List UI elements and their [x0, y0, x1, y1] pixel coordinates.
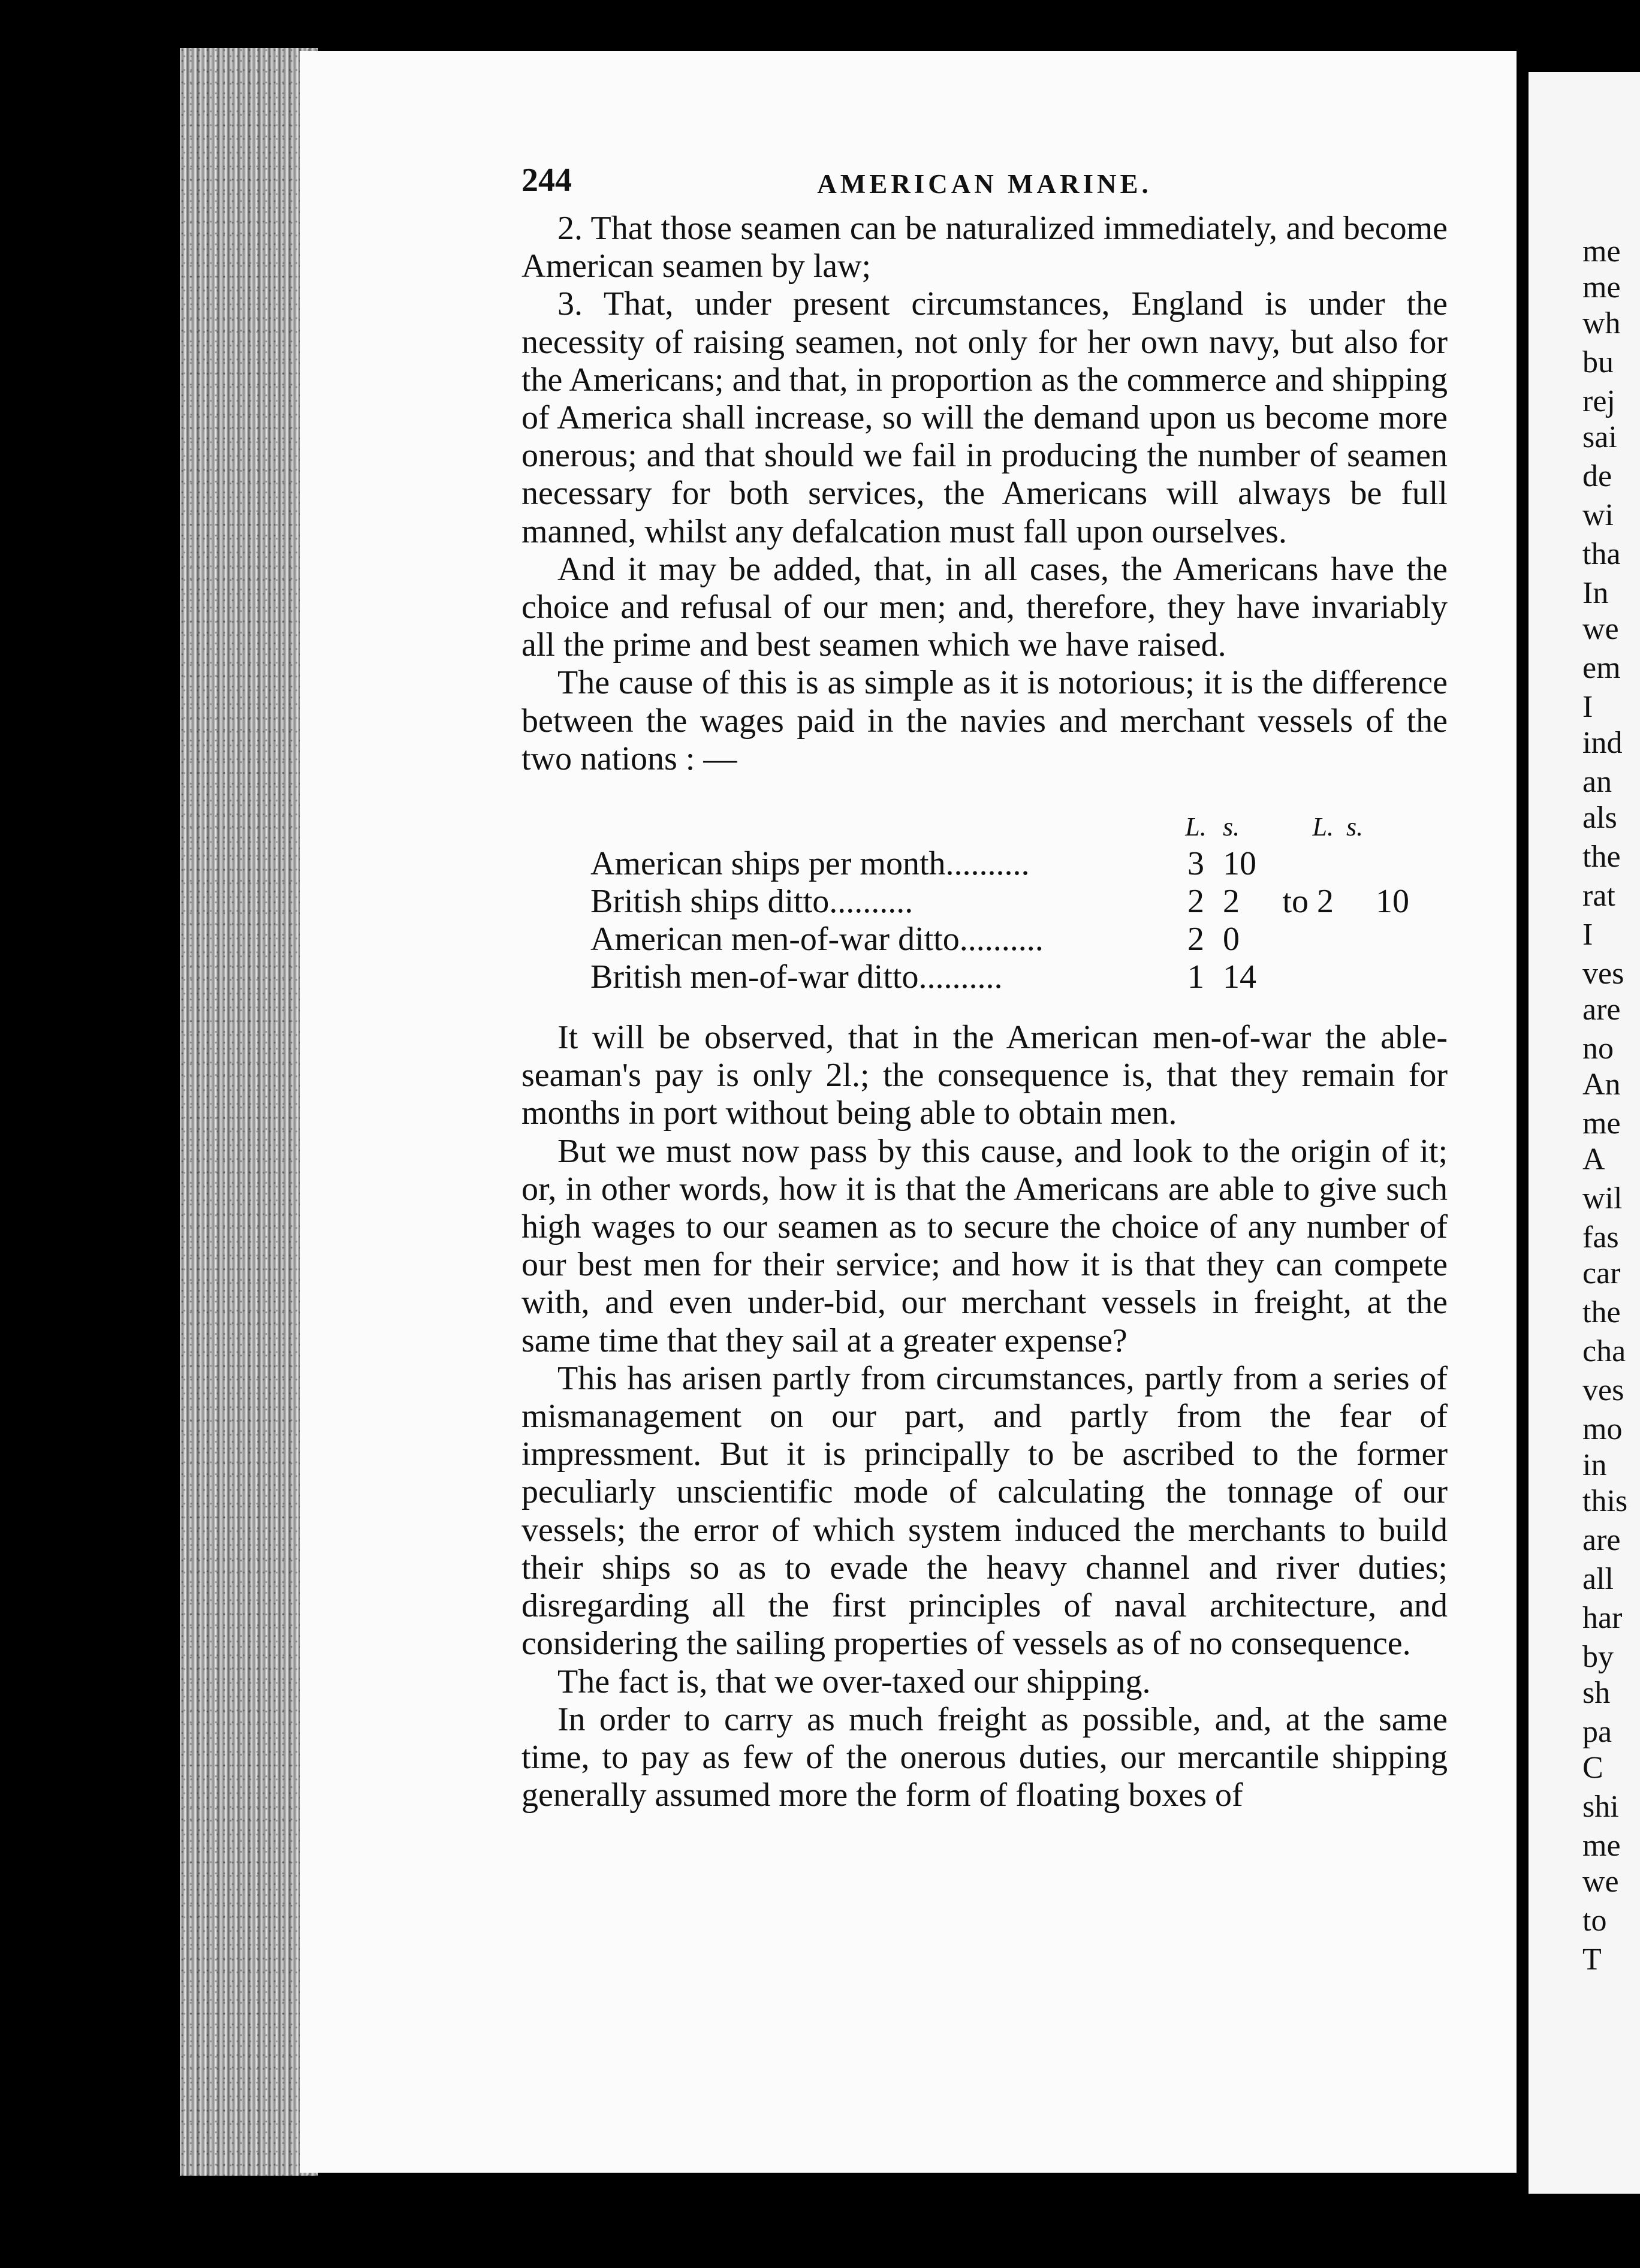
next-page-fragment: me — [1582, 1829, 1621, 1863]
next-page-fragment: als — [1582, 801, 1617, 835]
next-page-fragment: tha — [1582, 537, 1621, 571]
row-range-to — [1280, 921, 1334, 958]
next-page-fragment: shi — [1582, 1790, 1619, 1824]
row-range-to: to 2 — [1282, 883, 1334, 921]
row-shillings: 10 — [1223, 845, 1256, 883]
paragraph: It will be observed, that in the American men-of-war the able-seaman's pay is only 2l.; the consequence is, that they remain for months in port without being able to obtain men. — [521, 1019, 1448, 1132]
row-label: American men-of-war ditto.......... — [590, 921, 1044, 958]
next-page-fragment: wh — [1582, 306, 1621, 340]
next-page-fragment: mo — [1582, 1412, 1623, 1446]
running-head — [521, 162, 1448, 210]
next-page-fragment: cha — [1582, 1334, 1626, 1368]
row-shillings-2 — [1376, 958, 1418, 996]
row-pounds: 2 — [1187, 921, 1204, 958]
next-page-fragment: C — [1582, 1751, 1603, 1785]
col-header-shillings: s. — [1223, 812, 1240, 842]
next-page-fragment: are — [1582, 993, 1621, 1027]
row-shillings-2: 10 — [1376, 883, 1409, 921]
row-shillings-2 — [1376, 921, 1418, 958]
next-page-fragment: I — [1582, 690, 1593, 724]
paragraph: But we must now pass by this cause, and look to the origin of it; or, in other words, how it is that the Americans are able to give such high wages to our seamen as to secure the choice of any number of our best men for their service; and how it is that they can compete with, and even under-bid, our merchant vessels in freight, at the same time that they sail at a greater expense? — [521, 1132, 1448, 1359]
row-shillings-2 — [1376, 845, 1418, 883]
paragraph: 2. That those seamen can be naturalized immediately, and become American seamen by law; — [521, 210, 1448, 285]
next-page-fragment: all — [1582, 1562, 1614, 1596]
body-after-table — [521, 1019, 1448, 1814]
body-before-table — [521, 210, 1448, 778]
row-shillings: 0 — [1223, 921, 1240, 958]
col-header-pounds: L. — [1185, 812, 1207, 842]
row-pounds-2 — [1334, 958, 1376, 996]
next-page-fragment: ves — [1582, 957, 1624, 991]
row-label: British ships ditto.......... — [590, 883, 914, 921]
row-pounds-2 — [1334, 883, 1376, 921]
next-page-fragment: rat — [1582, 879, 1615, 913]
next-page-fragment: the — [1582, 1295, 1621, 1329]
paragraph: 3. That, under present circumstances, England is under the necessity of raising seamen, not only for her own navy, but also for the Americans; and that, in proportion as the commerce and shipping of America shall increase, so will the demand upon us become more onerous; and that should we fail in producing the number of seamen necessary for both services, the Americans will always be full manned, whilst any defalcation must fall upon ourselves. — [521, 285, 1448, 550]
wages-table-header — [590, 809, 1418, 845]
paragraph: The fact is, that we over-taxed our shipping. — [557, 1663, 1151, 1700]
next-page-fragment: to — [1582, 1904, 1607, 1938]
next-page-fragment: wil — [1582, 1181, 1623, 1216]
row-pounds: 3 — [1187, 845, 1204, 883]
row-label: British men-of-war ditto.......... — [590, 958, 1003, 996]
col-header-pounds-2: L. — [1312, 812, 1334, 842]
row-pounds-2 — [1334, 845, 1376, 883]
row-label: American ships per month.......... — [590, 845, 1030, 883]
paragraph: This has arisen partly from circumstances, partly from a series of mismanagement on our part, and partly from the fear of impressment. But it is principally to be ascribed to the former peculiarly unscientific mode of calculating the tonnage of our vessels; the error of which system induced the merchants to build their ships so as to evade the heavy channel and river duties; disregarding all the first principles of naval architecture, and considering the sailing properties of vessels as of no consequence. — [521, 1359, 1448, 1663]
next-page-fragment: by — [1582, 1640, 1614, 1674]
next-page-fragment: pa — [1582, 1715, 1612, 1749]
next-page-fragment: car — [1582, 1256, 1621, 1290]
row-shillings: 14 — [1223, 958, 1256, 996]
paragraph: The cause of this is as simple as it is notorious; it is the difference between the wages paid in the navies and merchant vessels of the two nations : — — [521, 664, 1448, 777]
next-page-fragment: are — [1582, 1523, 1621, 1557]
row-range-to — [1280, 958, 1334, 996]
col-header-shillings-2: s. — [1346, 812, 1364, 842]
table-row — [590, 883, 1418, 921]
wages-table — [590, 809, 1418, 996]
row-pounds: 2 — [1187, 883, 1204, 921]
paragraph: In order to carry as much freight as possible, and, at the same time, to pay as few of the onerous duties, our mercantile shipping generally assumed more the form of floating boxes of — [521, 1700, 1448, 1814]
row-pounds: 1 — [1187, 958, 1204, 996]
row-shillings: 2 — [1223, 883, 1240, 921]
table-row — [590, 845, 1418, 883]
next-page-fragment: bu — [1582, 345, 1614, 379]
table-row — [590, 921, 1418, 958]
next-page-fragment: this — [1582, 1484, 1628, 1518]
page-number: 244 — [521, 162, 572, 199]
next-page-fragment: A — [1582, 1142, 1605, 1177]
page-edge-speckle — [180, 48, 318, 2176]
next-page-fragment: An — [1582, 1067, 1621, 1102]
page-text — [521, 162, 1448, 1814]
next-page-fragment: no — [1582, 1032, 1614, 1066]
next-page-fragment: de — [1582, 459, 1612, 493]
next-page-fragment: me — [1582, 1106, 1621, 1141]
table-row — [590, 958, 1418, 996]
next-page-fragment: har — [1582, 1601, 1623, 1635]
next-page-fragment: ves — [1582, 1373, 1624, 1407]
next-page-fragment: fas — [1582, 1220, 1619, 1254]
next-page-fragment: I — [1582, 918, 1593, 952]
next-page-fragment: ind — [1582, 726, 1623, 760]
row-range-to — [1280, 845, 1334, 883]
page-title: AMERICAN MARINE. — [817, 169, 1152, 199]
next-page-fragment: me — [1582, 234, 1621, 269]
next-page-fragment: in — [1582, 1448, 1607, 1482]
next-page-fragment: an — [1582, 765, 1612, 799]
paragraph: And it may be added, that, in all cases, the Americans have the choice and refusal of our men; and, therefore, they have invariably all the prime and best seamen which we have raised. — [521, 550, 1448, 664]
next-page-fragment: em — [1582, 651, 1621, 685]
next-page-fragment: sh — [1582, 1676, 1611, 1710]
next-page-fragment: rej — [1582, 384, 1615, 418]
next-page-fragment: we — [1582, 1865, 1619, 1899]
next-page-fragment: sai — [1582, 420, 1617, 454]
next-page-fragment: In — [1582, 576, 1609, 610]
next-page-fragment: wi — [1582, 498, 1614, 532]
next-page-fragment: the — [1582, 840, 1621, 874]
next-page-fragment: me — [1582, 270, 1621, 304]
row-pounds-2 — [1334, 921, 1376, 958]
next-page-fragment: we — [1582, 612, 1619, 646]
next-page-fragment: T — [1582, 1943, 1602, 1977]
